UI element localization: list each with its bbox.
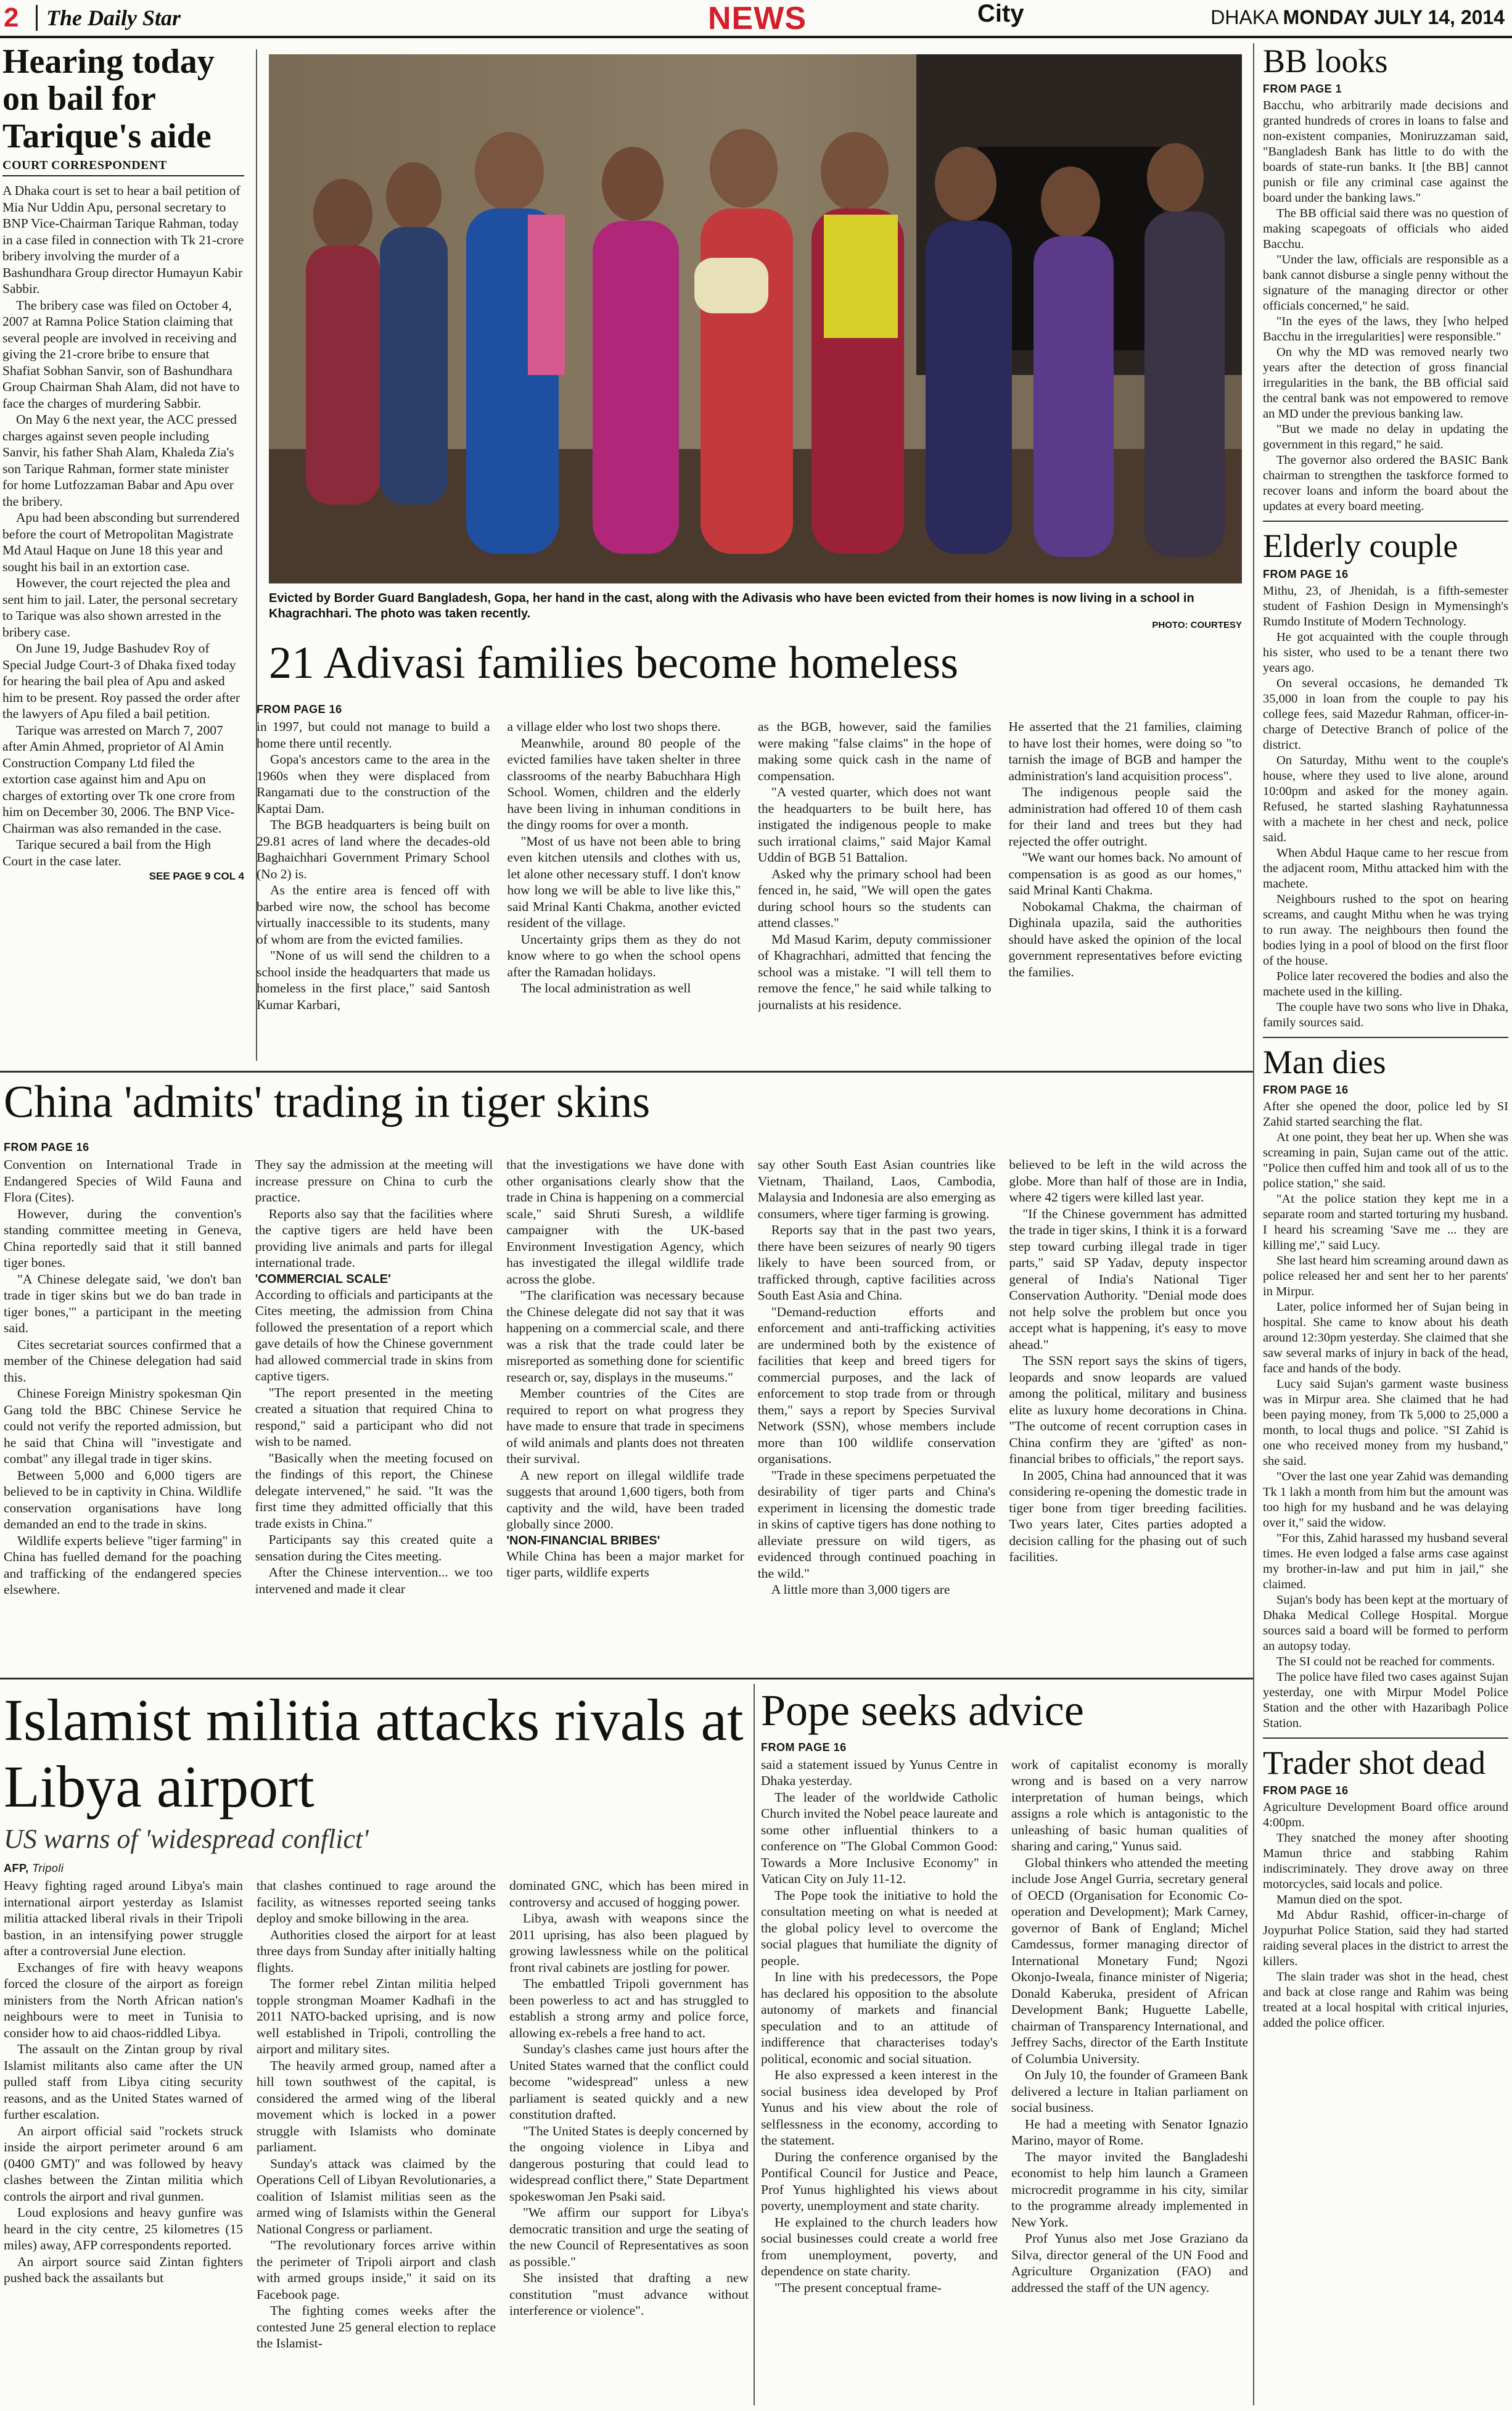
column bbox=[758, 1156, 996, 1656]
section-name[interactable]: NEWS bbox=[708, 1, 807, 36]
paragraph: "In the eyes of the laws, they [who helped Bacchu in the irregularities] were responsible." bbox=[1263, 315, 1508, 344]
paragraph: Tarique secured a bail from the High Court in the case later. bbox=[2, 837, 212, 868]
column bbox=[507, 719, 741, 1058]
column bbox=[1011, 1757, 1248, 2409]
section-rule bbox=[0, 1071, 1253, 1073]
column bbox=[4, 1877, 243, 2408]
paragraph: Bacchu, who arbitrarily made decisions and granted hundreds of crores in loans to false and non-existent companies, Moniruzzaman said, "Bangladesh Bank has little to do with the boards of state-run banks. It [the BB] cannot punish or file any criminal case against the board under the banking laws." bbox=[1263, 99, 1508, 205]
paragraph: "A Chinese delegate said, 'we don't ban trade in tiger skins but we do ban trade in tiger bones,'" a participant in the meeting said. bbox=[4, 1271, 242, 1335]
paragraph: Sunday's attack was claimed by the Operations Cell of Libyan Revolutionaries, a coalition of Islamist militias seen as the armed wing of Islamists within the General National Congress or parliament. bbox=[257, 2156, 496, 2236]
paragraph: "The revolutionary forces arrive within the perimeter of Tripoli airport and clash with armed groups inside," it said on its Facebook page. bbox=[257, 2238, 496, 2302]
byline-man-dies: FROM PAGE 16 bbox=[1263, 1083, 1349, 1096]
paragraph: The Pope took the initiative to hold the consultation meeting on what is needed at the global policy level to overcome the social plagues that humiliate the dignity of people. bbox=[761, 1887, 998, 1968]
paragraph: The heavily armed group, named after a hill town southwest of the capital, is considered the armed wing of the liberal movement which is locked in a power struggle with Islamists who dominate parliament. bbox=[257, 2058, 496, 2155]
dateline bbox=[1210, 6, 1505, 29]
paragraph: Wildlife experts believe "tiger farming" in China has fuelled demand for the poaching and trafficking of the endangered species elsewhere. bbox=[4, 1533, 242, 1597]
paragraph: Tarique was arrested on March 7, 2007 after Amin Ahmed, proprietor of Al Amin Construction Company Ltd filed the extortion case against him and Apu on charges of extorting over Tk one crore from him on December 30, 2006. The BNP Vice-Chairman was also remanded in the case. bbox=[2, 722, 236, 836]
paragraph: Between 5,000 and 6,000 tigers are believed to be in captivity in China. Wildlife conservation organisations have long demanded an end to the trade in skins. bbox=[4, 1467, 242, 1531]
paragraph: "Basically when the meeting focused on the findings of this report, the Chinese delegate intervened," he said. "It was the first time they admitted officially that this trade exists in China." bbox=[255, 1450, 493, 1531]
paragraph: Nobokamal Chakma, the chairman of Dighinala upazila, said the authorities should have asked the opinion of the local government representatives before evicting the families. bbox=[1008, 899, 1242, 979]
paragraph: Neighbours rushed to the spot on hearing screams, and caught Mithu when he was trying to run away. The neighbours then found the bodies lying in a pool of blood on the first floor of the house. bbox=[1263, 892, 1508, 968]
paragraph: She insisted that drafting a new constitution "must advance without interference or violence". bbox=[509, 2270, 749, 2318]
paragraph: that the investigations we have done with other organisations clearly show that the trade in China is happening on a commercial scale," said Shruti Suresh, a wildlife campaigner with the UK-based Environment Investigation Agency, which has investigated the illegal wildlife trade across the globe. bbox=[506, 1157, 744, 1287]
paragraph: Exchanges of fire with heavy weapons forced the closure of the airport as foreign ministers from the North African nation's neighbours were to meet in Tunisia to consider how to aid chaos-riddled Libya. bbox=[4, 1960, 243, 2040]
column bbox=[506, 1156, 744, 1656]
headline-bb[interactable]: BB looks bbox=[1263, 43, 1388, 80]
column bbox=[761, 1757, 998, 2409]
headline-trader[interactable]: Trader shot dead bbox=[1263, 1744, 1485, 1781]
paragraph: On several occasions, he demanded Tk 35,000 in loan from the couple to pay his college fees, said Mazedur Rahman, officer-in-charge of Detective Branch of police of the district. bbox=[1263, 676, 1508, 752]
headline-adivasi[interactable]: 21 Adivasi families become homeless bbox=[269, 638, 958, 688]
paragraph: Sujan's body has been kept at the mortuary of Dhaka Medical College Hospital. Morgue sources said a board will be formed to perform an autopsy today. bbox=[1263, 1593, 1508, 1653]
byline-elderly: FROM PAGE 16 bbox=[1263, 567, 1349, 580]
paragraph: The BGB headquarters is being built on 29.81 acres of land where the decades-old Baghaichhari Government Primary School (No 2) is. bbox=[257, 817, 490, 881]
paragraph: that clashes continued to rage around the facility, as witnesses reported seeing tanks deploy and smoke billowing in the area. bbox=[257, 1878, 496, 1926]
paragraph: "The clarification was necessary because the Chinese delegate did not say that it was happening on a commercial scale, and there was a risk that the trade could later be misreported as something done for scientific research or, say, displays in the museums." bbox=[506, 1288, 744, 1385]
paragraph: A new report on illegal wildlife trade suggests that around 1,600 tigers, both from captivity and the wild, have been traded globally since 2000. bbox=[506, 1467, 744, 1531]
paragraph: When Abdul Haque came to her rescue from the adjacent room, Mithu attacked him with the machete. bbox=[1263, 846, 1508, 891]
paragraph: The slain trader was shot in the head, chest and back at close range and Rahim was being treated at a local hospital with critical injuries, added the police officer. bbox=[1263, 1970, 1508, 2030]
paragraph: The police have filed two cases against Sujan yesterday, one with Mirpur Model Police Station and the other with Hazaribagh Police Station. bbox=[1263, 1670, 1508, 1730]
paragraph: He got acquainted with the couple through his sister, who used to be a tenant there two years ago. bbox=[1263, 630, 1508, 675]
story-trader bbox=[1263, 1745, 1508, 2031]
paragraph: Agriculture Development Board office around 4:00pm. bbox=[1263, 1800, 1508, 1830]
paragraph: work of capitalist economy is morally wrong and is based on a very narrow interpretation of human beings, which assigns a role which is antagonistic to the unleashing of basic human qualities of sharing and caring," Yunus said. bbox=[1011, 1757, 1248, 1854]
byline-tiger: FROM PAGE 16 bbox=[4, 1141, 89, 1153]
column bbox=[509, 1877, 749, 2408]
byline-libya bbox=[4, 1862, 749, 1875]
section-rule bbox=[1263, 1737, 1508, 1739]
paragraph: say other South East Asian countries like Vietnam, Thailand, Laos, Cambodia, Malaysia and Indonesia are also emerging as consumers, where tiger farming is growing. bbox=[757, 1157, 996, 1221]
paragraph: "If the Chinese government has admitted the trade in tiger skins, I think it is a forward step toward curbing illegal trade in tiger parts," said SP Yadav, deputy inspector general of India's National Tiger Conservation Authority. "Denial mode does not help solve the problem but once you accept what is happening, it's easy to move ahead." bbox=[1009, 1206, 1247, 1352]
paragraph: He had a meeting with Senator Ignazio Marino, mayor of Rome. bbox=[1011, 2116, 1248, 2148]
news-photo[interactable] bbox=[269, 54, 1242, 583]
paragraph: Later, police informed her of Sujan being in hospital. She came to know about his death around 12:30pm yesterday. She claimed that she saw several marks of injury in back of the head, face and hands of the body. bbox=[1263, 1300, 1508, 1375]
paragraph: As the entire area is fenced off with barbed wire now, the school has become virtually inaccessible to its students, many of whom are from the evicted families. bbox=[257, 883, 490, 947]
paragraph: "Demand-reduction efforts and enforcement and anti-trafficking activities are undermined both by the existence of facilities that keep and breed tigers for commercial purposes, and the lack of enforcement to stop trade from or through them," says a report by Species Survival Network (SSN), whose members include more than 100 wildlife conservation organisations. bbox=[757, 1304, 996, 1466]
story-libya bbox=[4, 1687, 749, 2409]
paper-name[interactable]: The Daily Star bbox=[36, 5, 181, 31]
subsection-name[interactable]: City bbox=[977, 0, 1024, 27]
paragraph: She last heard him screaming around dawn as police released her and sent her to her parents' in Mirpur. bbox=[1263, 1253, 1508, 1298]
paragraph: The embattled Tripoli government has been powerless to act and has struggled to establish a strong army and police force, allowing ex-rebels a free hand to act. bbox=[509, 1976, 749, 2040]
paragraph: The former rebel Zintan militia helped topple strongman Moamer Kadhafi in the 2011 NATO-backed uprising, and is now well established in Tripoli, controlling the airport and military sites. bbox=[257, 1976, 496, 2057]
paragraph: "The United States is deeply concerned by the ongoing violence in Libya and dangerous posturing that could lead to widespread conflict there," State Department spokeswoman Jen Psaki said. bbox=[509, 2123, 749, 2204]
headline-tarique[interactable]: Hearing today on bail for Tarique's aide bbox=[2, 43, 215, 155]
paragraph: Meanwhile, around 80 people of the evicted families have taken shelter in three classrooms of the nearby Babuchhara High School. Women, children and the elderly have been living in inhuman conditions in the dingy rooms for over a month. bbox=[507, 735, 741, 832]
headline-tiger[interactable]: China 'admits' trading in tiger skins bbox=[4, 1077, 651, 1127]
subheadline-libya: US warns of 'widespread conflict' bbox=[4, 1824, 369, 1855]
right-column bbox=[1263, 43, 1508, 2409]
paragraph: Lucy said Sujan's garment waste business was in Mirpur area. She claimed that he had been paying money, from Tk 5,000 to 25,000 a month, to local thugs and police. "SI Zahid is one who received money from my husband," she said. bbox=[1263, 1377, 1508, 1468]
paragraph: After she opened the door, police led by SI Zahid started searching the flat. bbox=[1263, 1099, 1508, 1129]
subheading: 'COMMERCIAL SCALE' bbox=[255, 1272, 391, 1286]
byline-adivasi: FROM PAGE 16 bbox=[257, 703, 342, 715]
paragraph: Reports also say that the facilities where the captive tigers are held have been providing live animals and parts for illegal international trade. bbox=[255, 1206, 493, 1270]
paragraph: A Dhaka court is set to hear a bail petition of Mia Nur Uddin Apu, personal secretary to BNP Vice-Chairman Tarique Rahman, today in a case filed in connection with Tk 21-crore bribery involving the murder of a Bashundhara Group director Humayun Kabir Sabbir. bbox=[2, 183, 244, 297]
section-rule bbox=[1263, 521, 1508, 522]
paragraph: However, the court rejected the plea and sent him to jail. Later, the personal secretary to Tarique was also shown arrested in the bribery case. bbox=[2, 575, 238, 640]
story-adivasi bbox=[257, 703, 1242, 1061]
column-rule bbox=[754, 1684, 755, 2405]
paragraph: He asserted that the 21 families, claiming to have lost their homes, were doing so "to tarnish the image of BGB and hamper the administration's land acquisition process". bbox=[1008, 719, 1242, 783]
paragraph: The fighting comes weeks after the contested June 25 general election to replace the Islamist- bbox=[257, 2303, 496, 2351]
paragraph: said a statement issued by Yunus Centre in Dhaka yesterday. bbox=[761, 1757, 998, 1789]
paragraph: On why the MD was removed nearly two years after the detection of gross financial irregularities in the bank, the BB official said the central bank was not empowered to remove an MD under the previous banking law. bbox=[1263, 345, 1508, 421]
paragraph: The indigenous people said the administration had offered 10 of them cash for their land and trees but they had rejected the offer outright. bbox=[1008, 785, 1242, 849]
jump-link-tarique[interactable]: SEE PAGE 9 COL 4 bbox=[149, 870, 244, 883]
paragraph: A little more than 3,000 tigers are bbox=[771, 1582, 950, 1597]
paragraph: "A vested quarter, which does not want the headquarters to be built here, has instigated the indigenous people to make such irrational claims," said Major Kamal Uddin of BGB 51 Battalion. bbox=[758, 785, 992, 865]
subheading: 'NON-FINANCIAL BRIBES' bbox=[506, 1533, 660, 1548]
column bbox=[1009, 719, 1243, 1058]
paragraph: An airport official said "rockets struck inside the airport perimeter around 6 am (0400 GMT)" and was followed by heavy clashes between the Zintan militia which controls the airport and rival gunmen. bbox=[4, 2123, 243, 2204]
paragraph: Chinese Foreign Ministry spokesman Qin Gang told the BBC Chinese Service he could not verify the reported admission, but he said that China will "investigate and combat" any illegal trade in tiger skins. bbox=[4, 1386, 242, 1466]
dateline-city: DHAKA bbox=[1210, 6, 1278, 28]
section-rule bbox=[1263, 1037, 1508, 1038]
paragraph: He explained to the church leaders how social businesses could create a world free from unemployment, poverty, and dependence on state charity. bbox=[761, 2214, 998, 2279]
paragraph: The local administration as well bbox=[520, 981, 691, 995]
headline-pope[interactable]: Pope seeks advice bbox=[761, 1687, 1084, 1735]
column bbox=[1009, 1156, 1247, 1656]
paragraph: "None of us will send the children to a school inside the headquarters that made us homeless in the first place," said Santosh Kumar Karbari, bbox=[257, 948, 490, 1012]
paragraph: Apu had been absconding but surrendered before the court of Metropolitan Magistrate Md Ataul Haque on June 18 this year and sought his bail in an extortion case. bbox=[2, 510, 240, 574]
column bbox=[4, 1156, 242, 1656]
paragraph: In line with his predecessors, the Pope has declared his opposition to the absolute autonomy of markets and financial speculation and to an attitude of indifference that characterises today's political, economic and social situation. bbox=[761, 1969, 998, 2066]
paragraph: On July 10, the founder of Grameen Bank delivered a lecture in Italian parliament on social business. bbox=[1011, 2067, 1248, 2116]
paragraph: "At the police station they kept me in a separate room and started torturing my husband. I heard his screaming 'Save me ... they are killing me'," said Lucy. bbox=[1263, 1192, 1508, 1252]
dateline-date: MONDAY JULY 14, 2014 bbox=[1283, 6, 1505, 28]
paragraph: "We want our homes back. No amount of compensation is as good as our homes," said Mrinal Kanti Chakma. bbox=[1008, 850, 1242, 897]
byline-pope: FROM PAGE 16 bbox=[761, 1741, 847, 1754]
paragraph: Prof Yunus also met Jose Graziano da Silva, director general of the UN Food and Agriculture Organization (FAO) and addressed the staff of the UN agency. bbox=[1011, 2231, 1248, 2295]
paragraph: According to officials and participants at the Cites meeting, the admission from China followed the presentation of a report which gave details of how the Chinese government had allowed commercial trade in skins from captive tigers. bbox=[255, 1287, 493, 1383]
photo-illustration bbox=[269, 54, 1242, 583]
paragraph: Mamun died on the spot. bbox=[1276, 1893, 1403, 1907]
paragraph: believed to be left in the wild across the globe. More than half of those are in India, where 42 tigers were killed last year. bbox=[1009, 1157, 1247, 1205]
section-rule bbox=[0, 1678, 1253, 1679]
paragraph: Md Abdur Rashid, officer-in-charge of Joypurhat Police Station, said they had started raiding several places in the district to arrest the killers. bbox=[1263, 1908, 1508, 1969]
paragraph: Reports say that in the past two years, there have been seizures of nearly 90 tigers likely to have been sourced from, or trafficked through, captive facilities across South East Asia and China. bbox=[757, 1222, 996, 1303]
paragraph: "We affirm our support for Libya's democratic transition and urge the seating of the new Council of Representatives as soon as possible." bbox=[509, 2205, 749, 2269]
paragraph: Gopa's ancestors came to the area in the 1960s when they were displaced from Rangamati due to the construction of the Kaptai Dam. bbox=[257, 752, 490, 816]
paragraph: The SI could not be reached for comments. bbox=[1276, 1654, 1495, 1668]
paragraph: While China has been a major market for tiger parts, wildlife experts bbox=[506, 1548, 744, 1580]
paragraph: Heavy fighting raged around Libya's main international airport yesterday as Islamist militia attacked liberal rivals in their Tripoli bastion, in an intensifying power struggle after a controversial June election. bbox=[4, 1878, 243, 1959]
story-elderly bbox=[1263, 528, 1508, 1030]
headline-libya[interactable]: Islamist militia attacks rivals at Libya airport bbox=[4, 1687, 744, 1820]
paragraph: Participants say this created quite a sensation during the Cites meeting. bbox=[255, 1532, 493, 1564]
paragraph: The bribery case was filed on October 4, 2007 at Ramna Police Station claiming that several people are involved in receiving and giving the 21-crore bribe to ensure that Shafiat Sobhan Sanvir, son of Bashundhara Group Chairman Shah Alam, did not have to face the charges of murdering Sabbir. bbox=[2, 297, 240, 411]
paragraph: On May 6 the next year, the ACC pressed charges against seven people including Sanvir, his father Shah Alam, Khaleda Zia's son Tarique Rahman, former state minister for home Lutfozzaman Babar and Apu over the bribery. bbox=[2, 412, 237, 509]
paragraph: During the conference organised by the Pontifical Council for Justice and Peace, Prof Yunus highlighted his views about poverty, unemployment and state charity. bbox=[761, 2149, 998, 2214]
paragraph: The governor also ordered the BASIC Bank chairman to strengthen the taskforce formed to recover loans and inform the board about the updates at every board meeting. bbox=[1263, 453, 1508, 514]
page-number: 2 bbox=[4, 2, 19, 33]
paragraph: However, during the convention's standing committee meeting in Geneva, China reportedly said that it still banned tiger bones. bbox=[4, 1206, 242, 1270]
story-pope bbox=[761, 1687, 1248, 2409]
paragraph: On Saturday, Mithu went to the couple's house, where they used to live alone, around 10:00pm and asked for the money again. Refused, he started slashing Rayhatunnessa with a machete in her chest and neck, police said. bbox=[1263, 753, 1508, 844]
paragraph: in 1997, but could not manage to build a home there until recently. bbox=[257, 719, 490, 751]
byline-trader: FROM PAGE 16 bbox=[1263, 1784, 1349, 1797]
byline-bb: FROM PAGE 1 bbox=[1263, 83, 1342, 96]
story-tiger bbox=[4, 1141, 1247, 1659]
paragraph: An airport source said Zintan fighters pushed back the assailants but bbox=[4, 2254, 243, 2286]
paragraph: Asked why the primary school had been fenced in, he said, "We will open the gates during school hours so the students can attend classes." bbox=[758, 866, 992, 930]
body-tarique bbox=[2, 183, 244, 869]
column bbox=[758, 719, 992, 1058]
photo-caption bbox=[269, 591, 1242, 630]
paragraph: The BB official said there was no question of making scapegoats of officials who aided Bacchu. bbox=[1263, 207, 1508, 252]
paragraph: "Under the law, officials are responsible as a bank cannot disburse a single penny without the signature of the managing director or other officials concerned," he said. bbox=[1263, 253, 1508, 313]
paragraph: "Over the last one year Zahid was demanding Tk 1 lakh a month from him but the amount was too high for my husband and he was delaying over it," said the widow. bbox=[1263, 1469, 1508, 1530]
paragraph: Member countries of the Cites are required to report on what progress they have made to ensure that trade in specimens of wild animals and plants does not threaten their survival. bbox=[506, 1386, 744, 1466]
paragraph: "Most of us have not been able to bring even kitchen utensils and clothes with us, let alone other necessary stuff. I don't know how long we will be able to live like this," said Mrinal Kanti Chakma, another evicted resident of the village. bbox=[507, 833, 741, 930]
paragraph: The couple have two sons who live in Dhaka, family sources said. bbox=[1263, 1000, 1508, 1029]
paragraph: At one point, they beat her up. When she was screaming in pain, Sujan came out of the attic. "Police then cuffed him and took all of us to the police station," she said. bbox=[1263, 1130, 1508, 1190]
paragraph: Global thinkers who attended the meeting include Jose Angel Gurria, secretary general of OECD (Organisation for Economic Co-operation and Development); Mark Carney, governor of Bank of England; Michel Camdessus, former managing director of International Monetary Fund; Ngozi Okonjo-Iweala, finance minister of Nigeria; Donald Kaberuka, president of African Development Bank; Huguette Labelle, chairman of Transparency International, and Jeffrey Sachs, director of the Earth Institute of Columbia University. bbox=[1011, 1855, 1248, 2066]
paragraph: Libya, awash with weapons since the 2011 uprising, has also been plagued by growing lawlessness while on the political front rival cabinets are jostling for power. bbox=[509, 1911, 749, 1975]
paragraph: After the Chinese intervention... we too intervened and made it clear bbox=[255, 1565, 493, 1596]
paragraph: "But we made no delay in updating the government in this regard," he said. bbox=[1263, 422, 1508, 452]
column bbox=[257, 1877, 496, 2408]
paragraph: Cites secretariat sources confirmed that a member of the Chinese delegation had said this. bbox=[4, 1337, 242, 1385]
story-man-dies bbox=[1263, 1044, 1508, 1731]
paragraph: Convention on International Trade in Endangered Species of Wild Fauna and Flora (Cites). bbox=[4, 1157, 242, 1205]
story-bb bbox=[1263, 43, 1508, 514]
paragraph: The SSN report says the skins of tigers, leopards and snow leopards are valued among the political, military and business elite as luxury home decorations in China. "The outcome of recent corruption cases in China confirm they are 'gifted' as non-financial bribes to officials," the report says. bbox=[1009, 1353, 1247, 1466]
headline-elderly[interactable]: Elderly couple bbox=[1263, 527, 1458, 565]
paragraph: dominated GNC, which has been mired in controversy and accused of hogging power. bbox=[509, 1878, 749, 1910]
masthead bbox=[0, 0, 1512, 38]
paragraph: Uncertainty grips them as they do not know where to go when the school opens after the Ramadan holidays. bbox=[507, 931, 741, 979]
paragraph: Loud explosions and heavy gunfire was heard in the city centre, 25 kilometres (15 miles) away, AFP correspondents reported. bbox=[4, 2205, 243, 2253]
paragraph: In 2005, China had announced that it was considering re-opening the domestic trade in tiger bone from tiger breeding facilities. Two years later, Cites parties adopted a decision calling for the phasing out of such facilities. bbox=[1009, 1467, 1247, 1564]
paragraph: Police later recovered the bodies and also the machete used in the killing. bbox=[1263, 969, 1508, 999]
story-tarique bbox=[2, 43, 244, 1060]
paragraph: "Trade in these specimens perpetuated the desirability of tiger parts and China's experiment in licensing the domestic trade in skins of captive tigers has done nothing to alleviate pressure on wild tigers, as evidenced through continued poaching in the wild." bbox=[757, 1467, 996, 1581]
byline-agency: AFP, bbox=[4, 1862, 29, 1875]
paragraph: The mayor invited the Bangladeshi economist to help him launch a Grameen microcredit programme in his city, similar to the programme already implemented in New York. bbox=[1011, 2149, 1248, 2230]
paragraph: "The report presented in the meeting created a situation that required China to respond," said a participant who did not wish to be named. bbox=[255, 1385, 493, 1449]
paragraph: The leader of the worldwide Catholic Church invited the Nobel peace laureate and some other influential thinkers to a conference on "The Global Common Good: Towards a More Inclusive Economy" in Vatican City on July 11-12. bbox=[761, 1789, 998, 1887]
byline-tarique: COURT CORRESPONDENT bbox=[2, 159, 244, 176]
paragraph: Mithu, 23, of Jhenidah, is a fifth-semester student of Fashion Design in Mymensingh's Rumdo Institute of Modern Technology. bbox=[1263, 583, 1508, 629]
paragraph: "The present conceptual frame- bbox=[774, 2280, 942, 2295]
paragraph: a village elder who lost two shops there. bbox=[507, 719, 721, 734]
paragraph: Sunday's clashes came just hours after the United States warned that the conflict could become "widespread" unless a new parliament is seated quickly and a new constitution drafted. bbox=[509, 2042, 749, 2122]
paragraph: Authorities closed the airport for at least three days from Sunday after initially halting flights. bbox=[257, 1927, 496, 1975]
headline-man-dies[interactable]: Man dies bbox=[1263, 1043, 1386, 1081]
column bbox=[257, 719, 490, 1058]
column bbox=[255, 1156, 493, 1656]
paragraph: He also expressed a keen interest in the social business idea developed by Prof Yunus and his view about the role of selflessness in the economy, according to the statement. bbox=[761, 2067, 998, 2148]
photo-credit: PHOTO: COURTESY bbox=[1152, 620, 1242, 630]
paragraph: "For this, Zahid harassed my husband several times. He even lodged a false arms case against my brother-in-law and put him in jail," she claimed. bbox=[1263, 1531, 1508, 1591]
column-rule bbox=[1253, 43, 1254, 2405]
paragraph: The assault on the Zintan group by rival Islamist militants also came after the UN pulled staff from Libya citing security reasons, and as the United States warned of further escalation. bbox=[4, 2042, 243, 2122]
paragraph: as the BGB, however, said the families were making "false claims" in the hope of making some quick cash in the name of compensation. bbox=[758, 719, 992, 783]
paragraph: On June 19, Judge Bashudev Roy of Special Judge Court-3 of Dhaka fixed today for hearing the bail plea of Apu and asked him to be present. Roy passed the order after the lawyers of Apu filed a bail petition. bbox=[2, 641, 240, 722]
paragraph: They snatched the money after shooting Mamun thrice and stabbing Rahim indiscriminately. They drove away on three motorcycles, said locals and police. bbox=[1263, 1831, 1508, 1892]
caption-text: Evicted by Border Guard Bangladesh, Gopa, her hand in the cast, along with the Adivasis who have been evicted from their homes is now living in a school in Khagrachhari. The photo was taken recently. bbox=[269, 591, 1194, 620]
paragraph: Md Masud Karim, deputy commissioner of Khagrachhari, admitted that fencing the school was a mistake. "I will tell them to remove the fence," he said while talking to journalists at his residence. bbox=[758, 931, 992, 1012]
paragraph: They say the admission at the meeting will increase pressure on China to curb the practice. bbox=[255, 1157, 493, 1205]
byline-dateline: Tripoli bbox=[32, 1862, 64, 1875]
